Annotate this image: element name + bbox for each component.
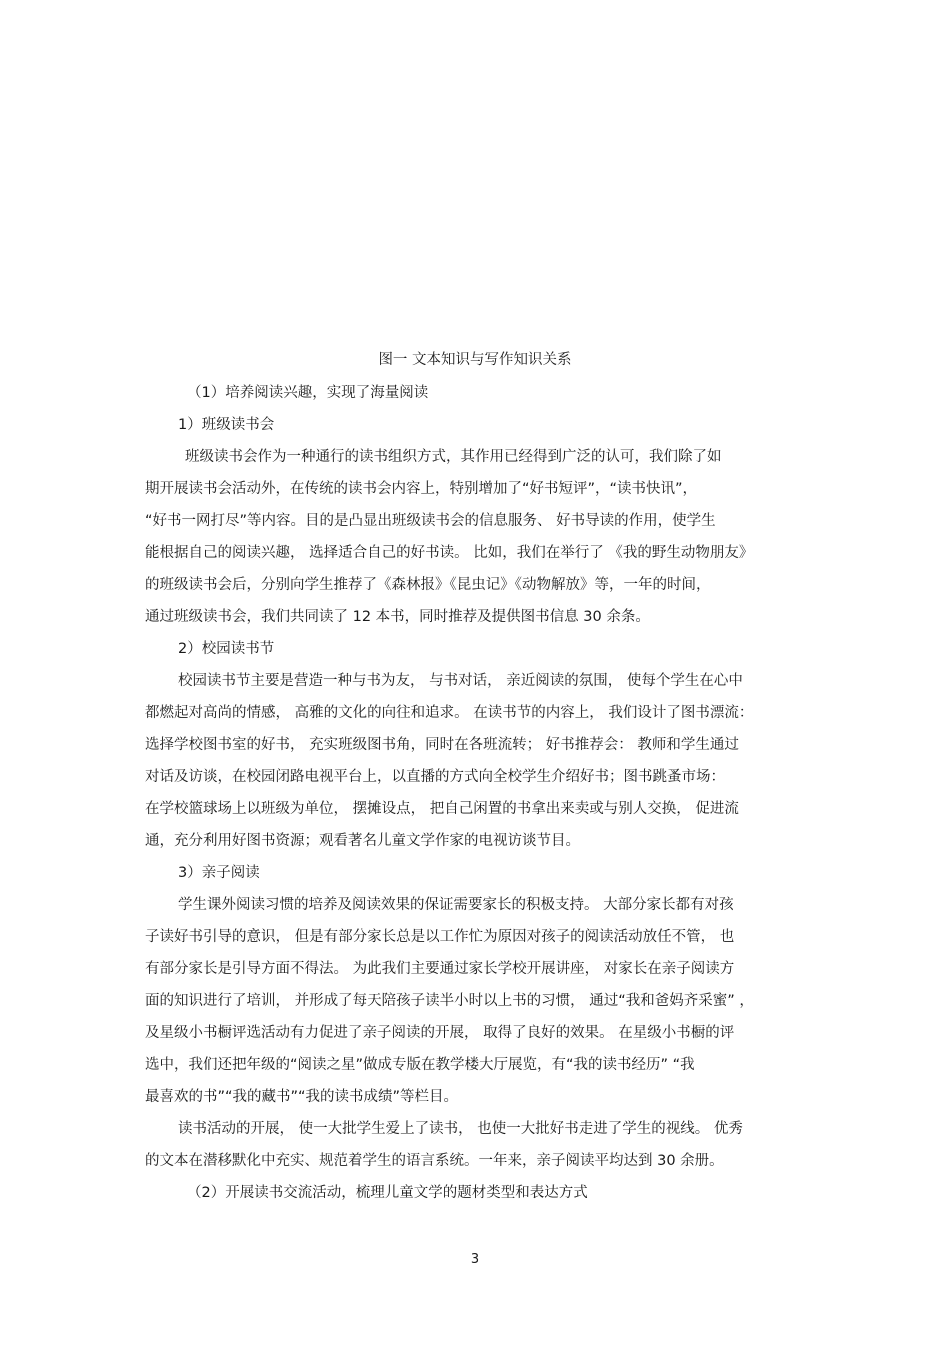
paragraph-line: “好书一网打尽”等内容。目的是凸显出班级读书会的信息服务、 好书导读的作用，使学生	[145, 513, 716, 529]
paragraph-line: 面的知识进行了培训， 并形成了每天陪孩子读半小时以上书的习惯， 通过“我和爸妈齐采蜜” ，	[145, 993, 754, 1009]
paragraph-line: 校园读书节主要是营造一种与书为友， 与书对话， 亲近阅读的氛围， 使每个学生在心中	[178, 673, 743, 689]
paragraph-line: 选中，我们还把年级的“阅读之星”做成专版在教学楼大厅展览，有“我的读书经历” “我	[145, 1057, 695, 1073]
paragraph-line: 班级读书会作为一种通行的读书组织方式，其作用已经得到广泛的认可，我们除了如	[185, 449, 722, 465]
paragraph-line: 期开展读书会活动外，在传统的读书会内容上，特别增加了“好书短评”，“读书快讯”，	[145, 481, 698, 497]
paragraph-line: 的班级读书会后，分别向学生推荐了《森林报》《昆虫记》《动物解放》等，一年的时间，	[145, 577, 711, 593]
paragraph-line: 能根据自己的阅读兴趣， 选择适合自己的好书读。 比如，我们在举行了 《我的野生动物朋友》	[145, 545, 754, 561]
paragraph-line: 最喜欢的书”“我的藏书”“我的读书成绩”等栏目。	[145, 1089, 459, 1105]
paragraph-line: 子读好书引导的意识， 但是有部分家长总是以工作忙为原因对孩子的阅读活动放任不管， 也	[145, 929, 735, 945]
section-heading-2: （2）开展读书交流活动，梳理儿童文学的题材类型和表达方式	[187, 1185, 588, 1201]
paragraph-line: 有部分家长是引导方面不得法。 为此我们主要通过家长学校开展讲座， 对家长在亲子阅读方	[145, 961, 735, 977]
paragraph-line: 读书活动的开展， 使一大批学生爱上了读书， 也使一大批好书走进了学生的视线。 优秀	[178, 1121, 743, 1137]
paragraph-line: 在学校篮球场上以班级为单位， 摆摊设点， 把自己闲置的书拿出来卖或与别人交换， 促进流	[145, 801, 739, 817]
subsection-heading-2: 2）校园读书节	[178, 641, 275, 657]
section-heading-1: （1）培养阅读兴趣，实现了海量阅读	[187, 385, 429, 401]
paragraph-line: 通，充分利用好图书资源；观看著名儿童文学作家的电视访谈节目。	[145, 833, 580, 849]
paragraph-line: 的文本在潜移默化中充实、规范着学生的语言系统。一年来，亲子阅读平均达到 30 余册。	[145, 1153, 724, 1169]
subsection-heading-3: 3）亲子阅读	[178, 865, 260, 881]
subsection-heading-1: 1）班级读书会	[178, 417, 275, 433]
paragraph-line: 及星级小书橱评选活动有力促进了亲子阅读的开展， 取得了良好的效果。 在星级小书橱的评	[145, 1025, 735, 1041]
figure-caption: 图一 文本知识与写作知识关系	[378, 352, 572, 368]
paragraph-line: 选择学校图书室的好书， 充实班级图书角，同时在各班流转； 好书推荐会： 教师和学生通过	[145, 737, 739, 753]
paragraph-line: 学生课外阅读习惯的培养及阅读效果的保证需要家长的积极支持。 大部分家长都有对孩	[178, 897, 734, 913]
paragraph-line: 通过班级读书会，我们共同读了 12 本书，同时推荐及提供图书信息 30 余条。	[145, 609, 650, 625]
page-number: 3	[470, 1252, 480, 1267]
paragraph-line: 对话及访谈，在校园闭路电视平台上，以直播的方式向全校学生介绍好书；图书跳蚤市场：	[145, 769, 725, 785]
paragraph-line: 都燃起对高尚的情感， 高雅的文化的向往和追求。 在读书节的内容上， 我们设计了图书漂流：	[145, 705, 754, 721]
